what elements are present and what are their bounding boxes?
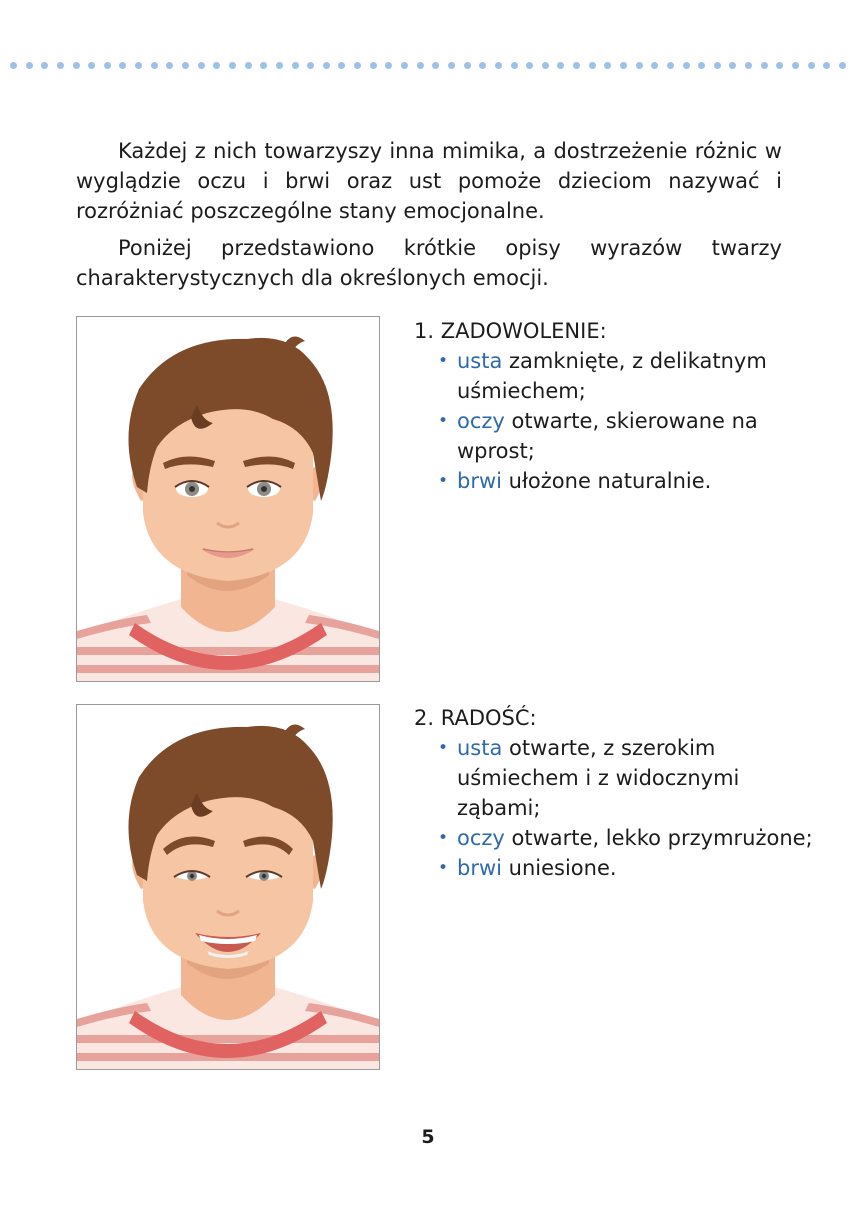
- feature-keyword: brwi: [457, 469, 502, 493]
- feature-text: otwarte, lekko przymrużone;: [504, 826, 813, 850]
- emotion-heading: 1. ZADOWOLENIE:: [414, 319, 607, 343]
- feature-keyword: oczy: [457, 409, 505, 433]
- dotted-top-border: [10, 60, 846, 70]
- feature-keyword: usta: [457, 736, 503, 760]
- feature-text: zamknięte, z delikatnym uśmiechem;: [457, 349, 767, 403]
- list-item: [438, 823, 814, 853]
- intro-paragraph-1: Każdej z nich towarzyszy inna mimika, a dostrzeżenie różnic w wyglądzie oczu i brwi oraz ust pomoże dzieciom nazywać i rozróżniać poszczególne stany emocjonalne.: [76, 139, 782, 223]
- list-item: [438, 466, 814, 496]
- feature-list: [414, 733, 814, 883]
- feature-text: ułożone naturalnie.: [501, 469, 712, 493]
- list-item: [438, 853, 814, 883]
- feature-keyword: oczy: [457, 826, 505, 850]
- list-item: [438, 406, 814, 466]
- feature-keyword: brwi: [457, 856, 502, 880]
- feature-text: uniesione.: [501, 856, 617, 880]
- list-item: [438, 346, 814, 406]
- feature-list: [414, 346, 814, 496]
- emotion-description-joy: [414, 703, 814, 883]
- illustration-content-boy: [76, 316, 380, 682]
- feature-text: otwarte, z szerokim uśmiechem i z widocznymi ząbami;: [457, 736, 740, 820]
- feature-keyword: usta: [457, 349, 503, 373]
- feature-text: otwarte, skierowane na wprost;: [457, 409, 758, 463]
- intro-paragraph-2: Poniżej przedstawiono krótkie opisy wyrazów twarzy charakterystycznych dla określonych emocji.: [76, 236, 782, 290]
- emotion-heading: 2. RADOŚĆ:: [414, 706, 537, 730]
- illustration-joyful-boy: [76, 704, 380, 1070]
- emotion-description-content: [414, 316, 814, 496]
- list-item: [438, 733, 814, 823]
- page-number: 5: [421, 1126, 435, 1148]
